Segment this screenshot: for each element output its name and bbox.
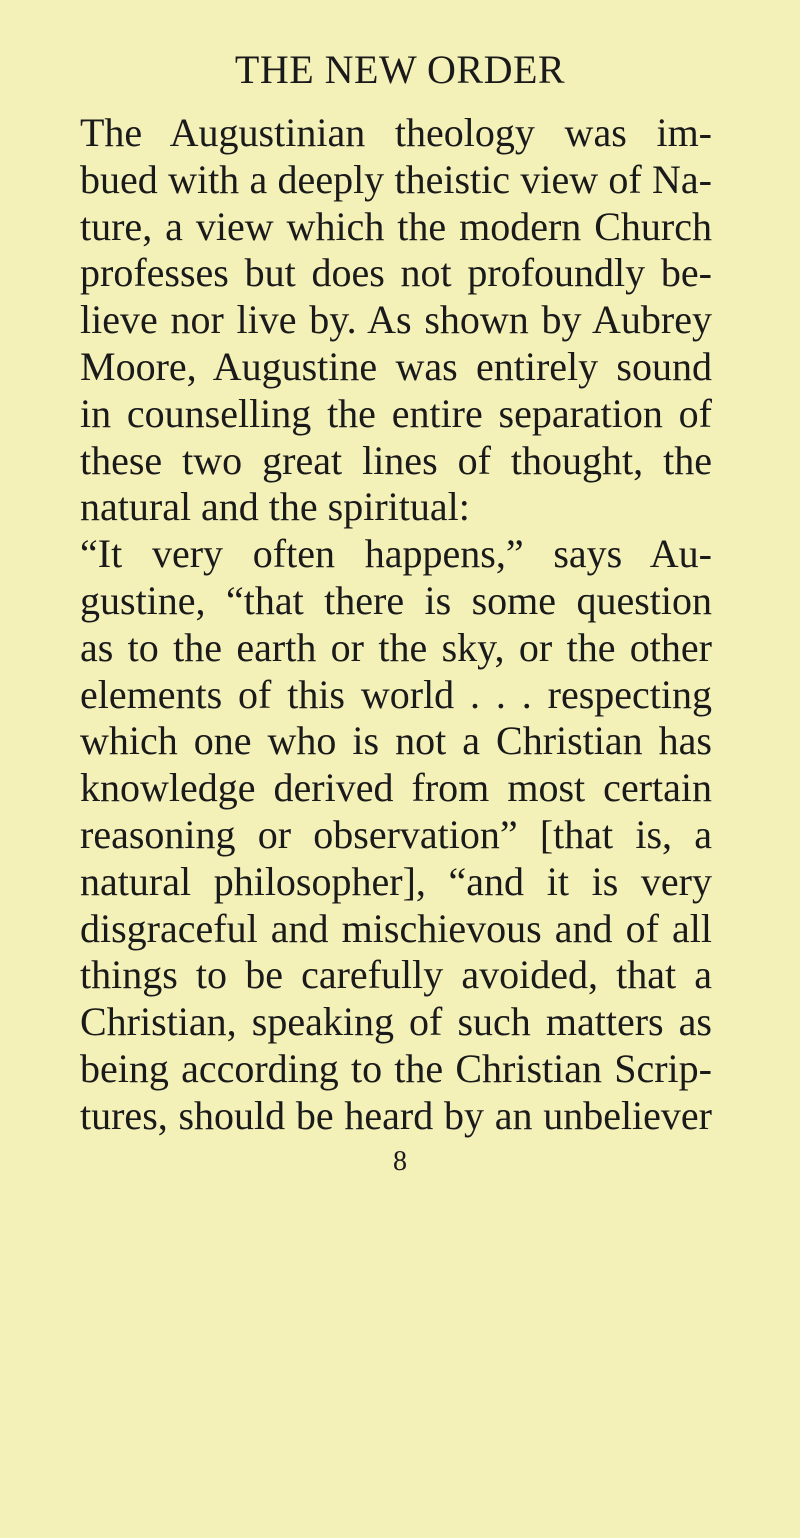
text-line: ture, a view which the modern Church: [80, 203, 712, 249]
page-number: 8: [393, 1146, 407, 1177]
text-line: Christian, speaking of such matters as: [80, 999, 712, 1045]
text-line: reasoning or observation” [that is, a: [80, 811, 712, 857]
text-line: The Augustinian theology was im-: [80, 110, 712, 155]
text-line: Moore, Augustine was entirely sound: [80, 343, 712, 389]
text-line: as to the earth or the sky, or the other: [80, 624, 712, 670]
text-line: natural philosopher], “and it is very: [80, 858, 712, 904]
text-line: which one who is not a Christian has: [80, 718, 712, 764]
text-line: “It very often happens,” says Au-: [80, 531, 712, 577]
text-line: these two great lines of thought, the: [80, 437, 712, 483]
text-line: being according to the Christian Scrip-: [80, 1045, 712, 1091]
text-line: things to be carefully avoided, that a: [80, 952, 712, 998]
text-line: natural and the spiritual:: [80, 484, 470, 530]
text-line: disgraceful and mischievous and of all: [80, 905, 712, 951]
text-line: professes but does not profoundly be-: [80, 250, 712, 296]
text-line: knowledge derived from most certain: [80, 765, 712, 811]
text-line: in counselling the entire separation of: [80, 390, 712, 436]
text-line: bued with a deeply theistic view of Na-: [80, 156, 712, 202]
running-head: THE NEW ORDER: [234, 47, 566, 92]
text-line: elements of this world . . . respecting: [80, 671, 712, 717]
text-line: lieve nor live by. As shown by Aubrey: [80, 297, 712, 343]
text-line: tures, should be heard by an unbeliever: [80, 1092, 712, 1138]
body-text: [80, 110, 712, 1140]
text-line: gustine, “that there is some question: [80, 577, 712, 623]
